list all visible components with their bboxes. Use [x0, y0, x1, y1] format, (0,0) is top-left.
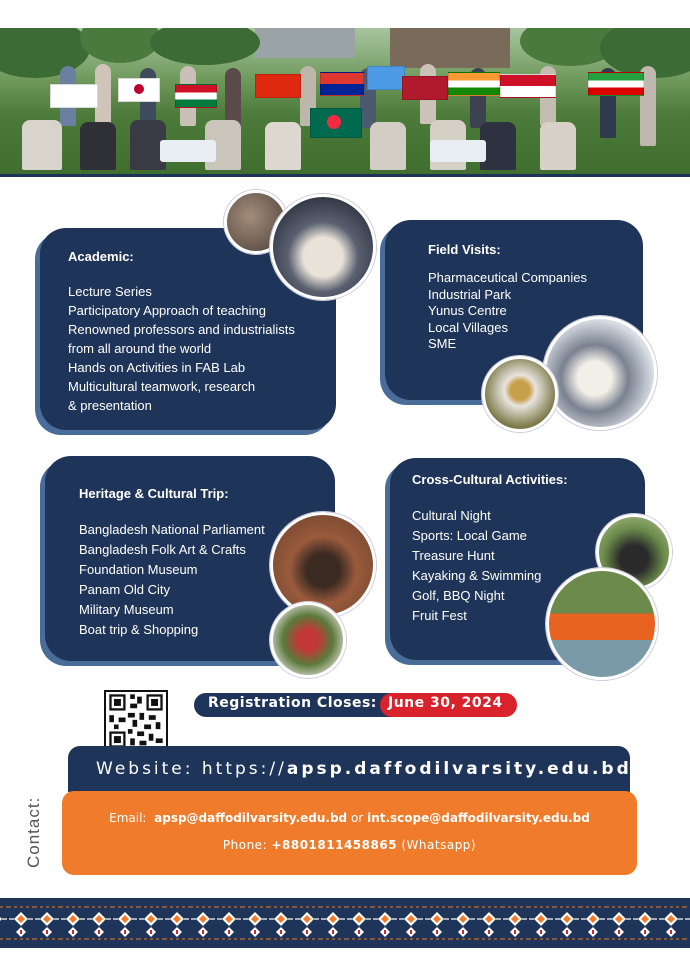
email-or: or [350, 811, 364, 825]
academic-title: Academic: [68, 249, 134, 264]
list-item: Pharmaceutical Companies [428, 270, 587, 285]
phone-prefix: Phone: [222, 838, 268, 852]
list-item: Foundation Museum [79, 562, 198, 577]
field-visit-photo-small [482, 356, 558, 432]
hero-group-photo [0, 28, 690, 177]
list-item: & presentation [68, 398, 152, 413]
qr-code-icon [106, 692, 166, 750]
qr-code[interactable] [104, 690, 168, 752]
email-line [62, 811, 637, 825]
email-primary-link[interactable]: apsp@daffodilvarsity.edu.bd [154, 811, 348, 825]
footer-ornament-band [0, 898, 690, 948]
list-item: Golf, BBQ Night [412, 588, 505, 603]
field-visits-title: Field Visits: [428, 242, 501, 257]
phone-note: (Whatsapp) [401, 838, 477, 852]
list-item: Military Museum [79, 602, 174, 617]
heritage-title: Heritage & Cultural Trip: [79, 486, 229, 501]
contact-label: Contact: [24, 796, 43, 868]
list-item: Hands on Activities in FAB Lab [68, 360, 246, 375]
website-domain: apsp.daffodilvarsity.edu.bd [286, 759, 632, 779]
cross-cultural-photo-large [546, 568, 658, 680]
heritage-list [79, 520, 265, 640]
academic-photo-large [270, 194, 376, 300]
contact-box [62, 791, 637, 875]
list-item: from all around the world [68, 341, 212, 356]
list-item: Sports: Local Game [412, 528, 527, 543]
phone-line [62, 838, 637, 852]
phone-number[interactable]: +8801811458865 [271, 838, 398, 852]
website-link[interactable] [96, 759, 632, 779]
list-item: Cultural Night [412, 508, 491, 523]
list-item: SME [428, 336, 457, 351]
list-item: Kayaking & Swimming [412, 568, 542, 583]
email-prefix: Email: [109, 811, 147, 825]
list-item: Treasure Hunt [412, 548, 495, 563]
list-item: Bangladesh National Parliament [79, 522, 265, 537]
email-secondary-link[interactable]: int.scope@daffodilvarsity.edu.bd [367, 811, 590, 825]
registration-label: Registration Closes: [208, 695, 377, 711]
cross-cultural-list [412, 506, 541, 626]
cross-cultural-title: Cross-Cultural Activities: [412, 472, 568, 487]
list-item: Boat trip & Shopping [79, 622, 199, 637]
ornament-pattern-icon [0, 898, 690, 948]
list-item: Lecture Series [68, 284, 152, 299]
list-item: Renowned professors and industrialists [68, 322, 295, 337]
field-visit-photo-large [543, 316, 657, 430]
list-item: Industrial Park [428, 286, 512, 302]
heritage-photo-large [270, 512, 376, 618]
registration-date: June 30, 2024 [388, 695, 503, 711]
list-item: Local Villages [428, 319, 508, 335]
list-item: Bangladesh Folk Art & Crafts [79, 542, 246, 557]
academic-list [68, 282, 295, 415]
heritage-photo-small [270, 602, 346, 678]
list-item: Yunus Centre [428, 303, 507, 318]
website-prefix: Website: https:// [96, 759, 287, 779]
list-item: Fruit Fest [412, 608, 467, 623]
list-item: Participatory Approach of teaching [68, 303, 267, 318]
list-item: Multicultural teamwork, research [68, 379, 256, 394]
list-item: Panam Old City [79, 582, 171, 597]
